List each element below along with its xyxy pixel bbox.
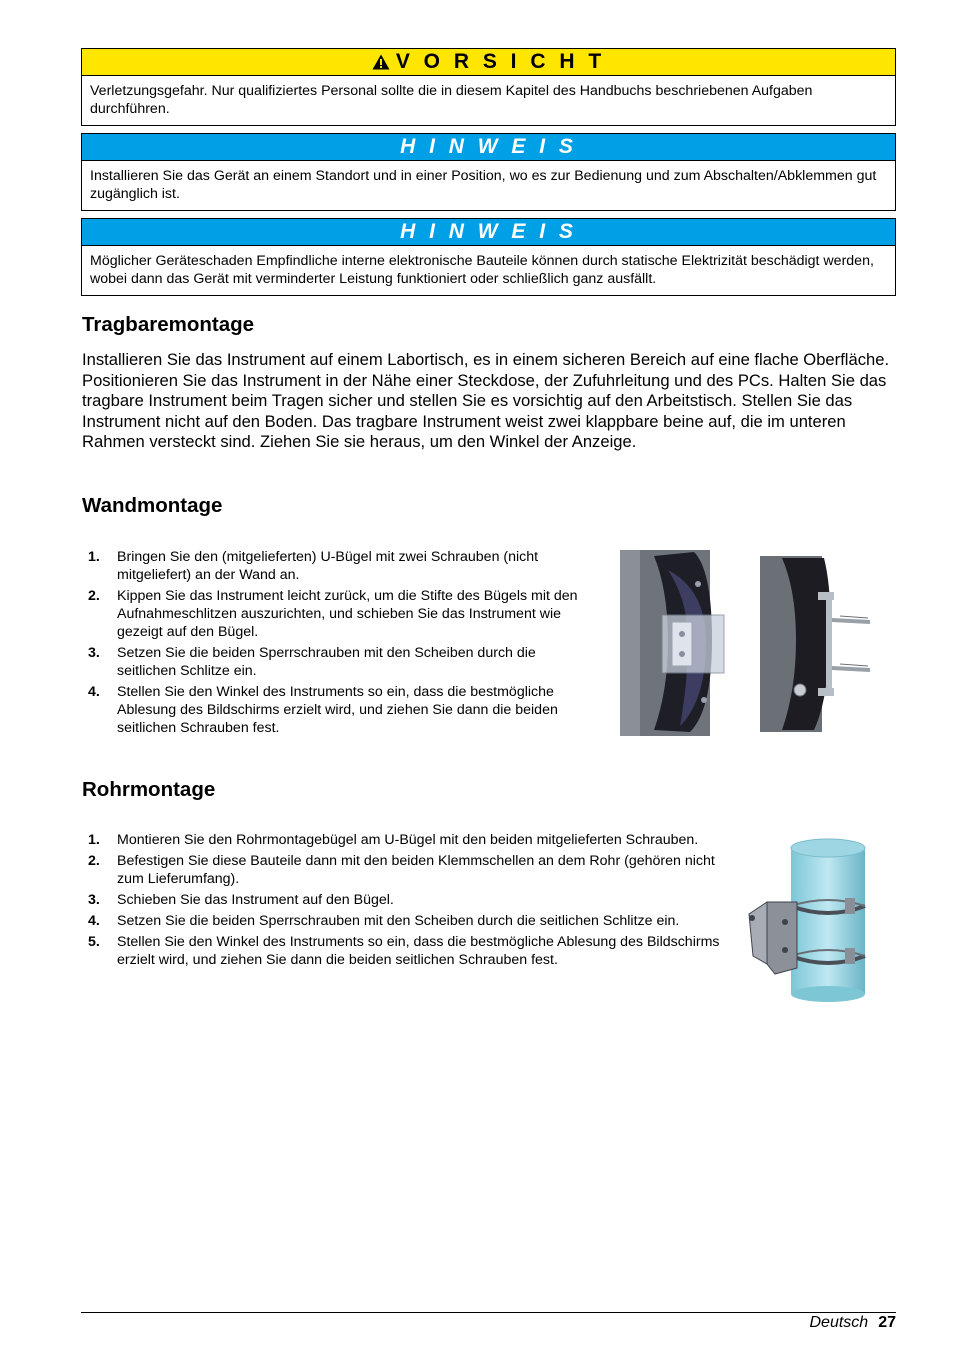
wall-mount-illustration — [620, 550, 875, 736]
rohr-steps-list — [82, 831, 722, 972]
list-item: 4. Stellen Sie den Winkel des Instruments so ein, dass die bestmögliche Ablesung des Bildschirms erzielt wird, und ziehen Sie dann die beiden seitlichen Schrauben fest. — [88, 684, 558, 736]
notice-heading-2: H I N W E I S — [400, 220, 577, 243]
section-title-tragbar: Tragbaremontage — [82, 313, 255, 336]
list-item: 5. Stellen Sie den Winkel des Instruments so ein, dass die bestmögliche Ablesung des Bildschirms erzielt wird, und ziehen Sie dann die beiden seitlichen Schrauben fest. — [88, 934, 720, 968]
page-footer — [810, 1314, 897, 1332]
notice-text-1: Installieren Sie das Gerät an einem Standort und in einer Position, wo es zur Bedienung und zum Abschalten/Abklemmen gut zugänglich ist. — [90, 168, 877, 202]
wand-steps-list — [82, 548, 597, 740]
list-item: 1. Montieren Sie den Rohrmontagebügel am U-Bügel mit den beiden mitgelieferten Schrauben. — [88, 832, 699, 848]
section-title-rohr: Rohrmontage — [82, 778, 216, 801]
notice-header-2 — [82, 219, 895, 246]
caution-heading: V O R S I C H T — [395, 50, 606, 73]
list-item: 2. Kippen Sie das Instrument leicht zurück, um die Stifte des Bügels mit den Aufnahmeschlitzen auszurichten, und schieben Sie das Instrument wie gezeigt auf den Bügel. — [88, 588, 578, 640]
caution-box — [81, 48, 896, 126]
caution-header — [82, 49, 895, 76]
list-item: 2. Befestigen Sie diese Bauteile dann mit den beiden Klemmschellen an dem Rohr (gehören nicht zum Lieferumfang). — [88, 853, 715, 887]
section-title-wand: Wandmontage — [82, 494, 223, 517]
pipe-mount-illustration — [745, 838, 877, 1004]
list-item: 3. Setzen Sie die beiden Sperrschrauben mit den Scheiben durch die seitlichen Schlitze ein. — [88, 645, 536, 679]
tragbar-paragraph: Installieren Sie das Instrument auf einem Labortisch, es in einem sicheren Bereich auf eine flache Oberfläche. Positionieren Sie das Instrument in der Nähe einer Steckdose, der Zufuhrleitung und des PCs. Halten Sie das tragbare Instrument beim Tragen sicher und stellen Sie es vorsichtig auf den Arbeitstisch. Stellen Sie das Instrument nicht auf den Boden. Das tragbare Instrument weist zwei klappbare beine auf, die im unteren Rahmen versteckt sind. Ziehen Sie sie heraus, um den Winkel der Anzeige. — [82, 350, 890, 451]
notice-heading-1: H I N W E I S — [400, 135, 577, 158]
notice-text-2: Möglicher Geräteschaden Empfindliche interne elektronische Bauteile können durch statische Elektrizität beschädigt werden, wobei dann das Gerät mit verminderter Leistung funktioniert oder schließlich ganz ausfällt. — [90, 253, 874, 287]
notice-header-1 — [82, 134, 895, 161]
footer-language: Deutsch — [809, 1314, 869, 1331]
warning-triangle-icon — [372, 54, 390, 70]
list-item: 4. Setzen Sie die beiden Sperrschrauben mit den Scheiben durch die seitlichen Schlitze ein. — [88, 913, 680, 929]
footer-rule — [81, 1312, 896, 1313]
notice-box-2 — [81, 218, 896, 296]
page-number: 27 — [878, 1314, 896, 1331]
caution-text: Verletzungsgefahr. Nur qualifiziertes Personal sollte die in diesem Kapitel des Handbuchs beschriebenen Aufgaben durchführen. — [90, 83, 813, 117]
list-item: 3. Schieben Sie das Instrument auf den Bügel. — [88, 892, 394, 908]
list-item: 1. Bringen Sie den (mitgelieferten) U-Bügel mit zwei Schrauben (nicht mitgeliefert) an der Wand an. — [88, 549, 539, 583]
notice-box-1 — [81, 133, 896, 211]
